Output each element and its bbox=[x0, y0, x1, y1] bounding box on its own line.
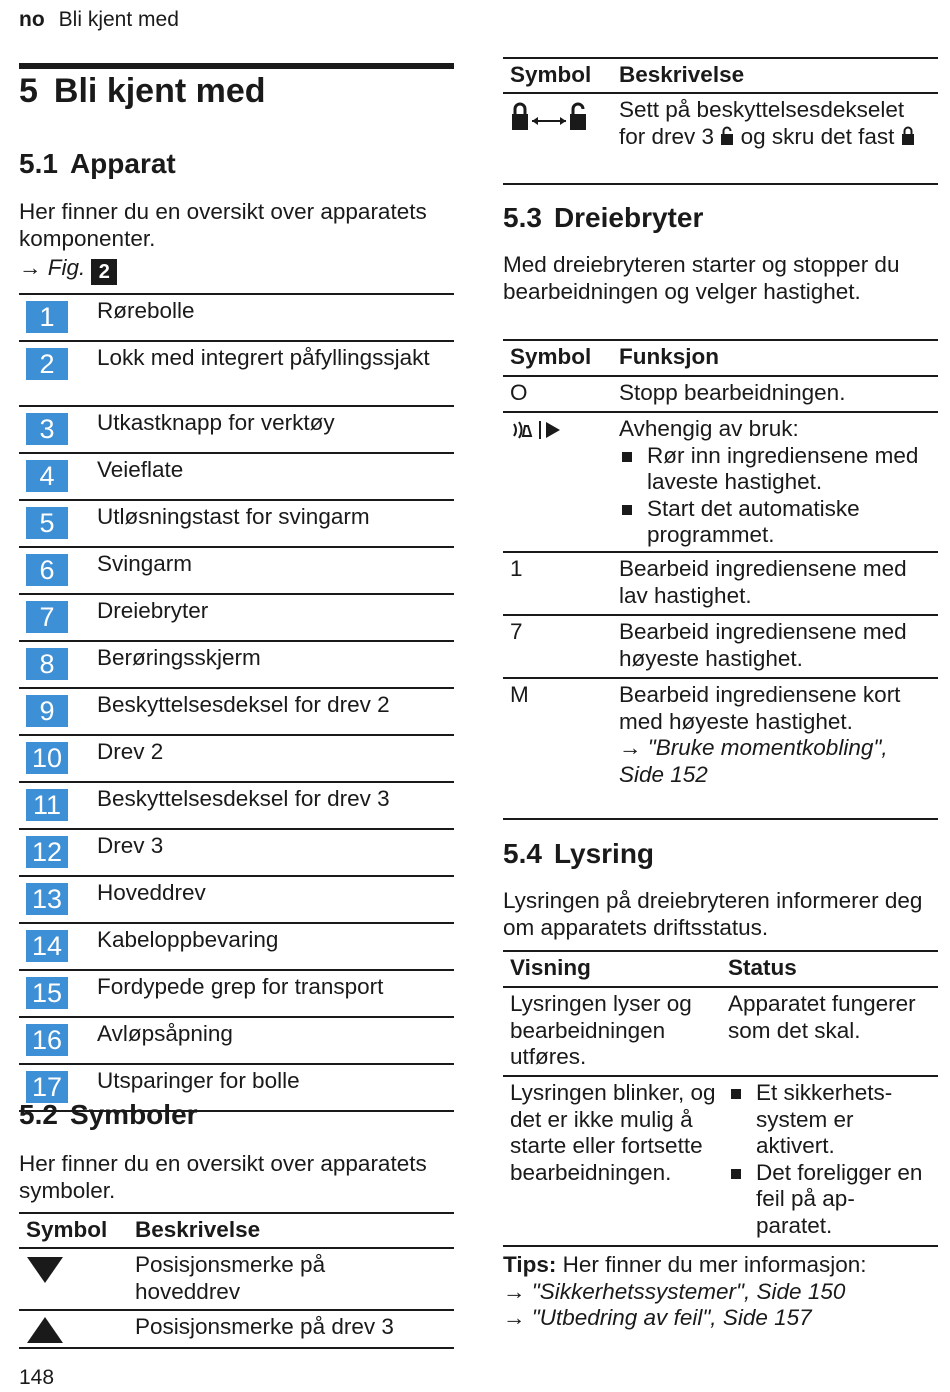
chapter-title: 5 Bli kjent med bbox=[19, 72, 266, 110]
component-label: Kabeloppbevaring bbox=[97, 927, 279, 952]
table-header bbox=[503, 950, 938, 988]
column-header-description: Beskrivelse bbox=[135, 1217, 261, 1242]
speed-symbol: 1 bbox=[510, 556, 523, 581]
component-label: Beskyttelsesdeksel for drev 2 bbox=[97, 692, 390, 717]
lock-icon bbox=[901, 126, 915, 146]
component-number-badge: 14 bbox=[26, 930, 68, 962]
table-header bbox=[19, 1212, 454, 1249]
component-row bbox=[19, 1016, 454, 1063]
component-row bbox=[19, 452, 454, 499]
symbol-description: Sett på beskyttelsesdekselet for drev 3 og skru det fast bbox=[619, 97, 934, 150]
table-header bbox=[503, 57, 938, 94]
component-row bbox=[19, 340, 454, 405]
component-list bbox=[19, 293, 454, 1112]
table-row bbox=[503, 1077, 938, 1247]
section-5-2-title: 5.2 Symboler bbox=[19, 1099, 198, 1130]
momentum-symbol: M bbox=[510, 682, 529, 707]
table-row bbox=[19, 1311, 454, 1349]
figure-number-badge: 2 bbox=[91, 259, 117, 285]
table-row bbox=[503, 988, 938, 1077]
cross-reference-link[interactable]: → "Bruke momentkobling", Side 152 bbox=[619, 735, 888, 787]
column-header-symbol: Symbol bbox=[26, 1217, 108, 1242]
symbol-description: Posisjonsmerke på hoveddrev bbox=[135, 1252, 326, 1304]
table-row bbox=[503, 413, 938, 553]
list-item: Det foreligger en feil på apparatet. bbox=[728, 1160, 923, 1240]
component-row bbox=[19, 499, 454, 546]
status-bullet-list bbox=[728, 1080, 923, 1239]
section-5-1-intro: Her finner du en oversikt over apparatets komponenter. bbox=[19, 199, 427, 251]
component-label: Dreiebryter bbox=[97, 598, 209, 623]
table-row bbox=[19, 1249, 454, 1311]
table-row bbox=[503, 377, 938, 413]
list-item: Et sikkerhetssystem er aktivert. bbox=[728, 1080, 923, 1160]
component-number-badge: 17 bbox=[26, 1071, 68, 1103]
component-row bbox=[19, 781, 454, 828]
component-number-badge: 6 bbox=[26, 554, 68, 586]
unlock-icon bbox=[720, 126, 734, 146]
visning-text: Lysringen lyser og bearbeidningen utføres. bbox=[510, 991, 692, 1069]
component-number-badge: 1 bbox=[26, 301, 68, 333]
section-5-4-intro: Lysringen på dreiebryteren informerer deg om apparatets driftsstatus. bbox=[503, 888, 923, 940]
language-code: no bbox=[19, 8, 45, 31]
table-header bbox=[503, 339, 938, 377]
speed-symbol: 7 bbox=[510, 619, 523, 644]
component-number-badge: 4 bbox=[26, 460, 68, 492]
component-label: Berøringsskjerm bbox=[97, 645, 261, 670]
column-header-description: Beskrivelse bbox=[619, 62, 745, 87]
triangle-up-icon bbox=[27, 1317, 63, 1350]
tips-text: Her finner du mer informasjon: bbox=[562, 1252, 867, 1277]
component-number-badge: 3 bbox=[26, 413, 68, 445]
section-5-4-title: 5.4 Lysring bbox=[503, 838, 655, 869]
table-row bbox=[503, 94, 938, 185]
component-number-badge: 15 bbox=[26, 977, 68, 1009]
component-number-badge: 5 bbox=[26, 507, 68, 539]
tips-block bbox=[503, 1252, 943, 1332]
stir-play-icon bbox=[510, 418, 562, 449]
component-label: Utløsningstast for svingarm bbox=[97, 504, 370, 529]
component-number-badge: 11 bbox=[26, 789, 68, 821]
function-text: Stopp bearbeidningen. bbox=[619, 380, 846, 405]
column-header-symbol: Symbol bbox=[510, 62, 592, 87]
component-row bbox=[19, 828, 454, 875]
symbol-table-continued bbox=[503, 57, 938, 185]
component-label: Drev 2 bbox=[97, 739, 164, 764]
component-row bbox=[19, 640, 454, 687]
component-label: Beskyttelsesdeksel for drev 3 bbox=[97, 786, 390, 811]
list-item: Start det automatiske programmet. bbox=[619, 496, 934, 549]
function-text: Bearbeid ingrediensene med høyeste hastighet. bbox=[619, 619, 907, 671]
component-label: Rørebolle bbox=[97, 298, 195, 323]
component-label: Fordypede grep for transport bbox=[97, 974, 384, 999]
component-label: Utkastknapp for verktøy bbox=[97, 410, 335, 435]
list-item: Rør inn ingrediensene med laveste hastighet. bbox=[619, 443, 934, 496]
component-row bbox=[19, 546, 454, 593]
component-number-badge: 7 bbox=[26, 601, 68, 633]
section-5-3-intro: Med dreiebryteren starter og stopper du bearbeidningen og velger hastighet. bbox=[503, 252, 900, 304]
light-ring-table bbox=[503, 950, 938, 1247]
function-text: Bearbeid ingrediensene med lav hastighet. bbox=[619, 556, 907, 608]
section-5-3-title: 5.3 Dreiebryter bbox=[503, 202, 704, 233]
component-number-badge: 16 bbox=[26, 1024, 68, 1056]
component-label: Avløpsåpning bbox=[97, 1021, 233, 1046]
component-row bbox=[19, 405, 454, 452]
component-label: Svingarm bbox=[97, 551, 193, 576]
running-header bbox=[19, 8, 179, 32]
running-title: Bli kjent med bbox=[58, 8, 179, 31]
table-row bbox=[503, 553, 938, 616]
table-row bbox=[503, 679, 938, 820]
component-number-badge: 9 bbox=[26, 695, 68, 727]
component-label: Utsparinger for bolle bbox=[97, 1068, 300, 1093]
component-number-badge: 2 bbox=[26, 348, 68, 380]
component-row bbox=[19, 293, 454, 340]
component-label: Veieflate bbox=[97, 457, 184, 482]
bullet-list bbox=[619, 443, 934, 549]
cross-reference-link[interactable]: → "Sikkerhetssystemer", Side 150 bbox=[503, 1278, 846, 1304]
section-5-1-title: 5.1 Apparat bbox=[19, 148, 176, 179]
component-number-badge: 12 bbox=[26, 836, 68, 868]
table-row bbox=[503, 616, 938, 679]
component-label: Hoveddrev bbox=[97, 880, 206, 905]
component-row bbox=[19, 687, 454, 734]
component-row bbox=[19, 969, 454, 1016]
component-number-badge: 8 bbox=[26, 648, 68, 680]
symbol-description: Posisjonsmerke på drev 3 bbox=[135, 1314, 394, 1339]
column-header-visning: Visning bbox=[510, 955, 591, 980]
component-row bbox=[19, 593, 454, 640]
component-row bbox=[19, 734, 454, 781]
triangle-down-icon bbox=[27, 1257, 63, 1290]
component-row bbox=[19, 922, 454, 969]
stop-symbol: O bbox=[510, 380, 528, 405]
chapter-rule bbox=[19, 63, 454, 69]
column-header-status: Status bbox=[728, 955, 797, 980]
component-label: Lokk med integrert påfyllingssjakt bbox=[97, 345, 430, 370]
figure-reference[interactable]: → Fig. 2 bbox=[19, 255, 117, 285]
function-text: Avhengig av bruk: Rør inn ingrediensene med laveste hastighet. Start det automatiske programmet. bbox=[619, 416, 934, 549]
component-number-badge: 10 bbox=[26, 742, 68, 774]
component-row bbox=[19, 875, 454, 922]
cross-reference-link[interactable]: → "Utbedring av feil", Side 157 bbox=[503, 1305, 812, 1330]
component-number-badge: 13 bbox=[26, 883, 68, 915]
tips-label: Tips: bbox=[503, 1252, 557, 1277]
status-text: Apparatet fungerer som det skal. bbox=[728, 991, 916, 1043]
symbol-table bbox=[19, 1212, 454, 1349]
column-header-symbol: Symbol bbox=[510, 344, 592, 369]
visning-text: Lysringen blinker, og det er ikke mulig å starte eller fortsette bearbeidningen. bbox=[510, 1080, 716, 1185]
function-table bbox=[503, 339, 938, 820]
function-text: Bearbeid ingrediensene kort med høyeste hastighet. → "Bruke momentkobling", Side 152 bbox=[619, 682, 934, 788]
column-header-function: Funksjon bbox=[619, 344, 719, 369]
page-number: 148 bbox=[19, 1366, 55, 1389]
section-5-2-intro: Her finner du en oversikt over apparatets symboler. bbox=[19, 1151, 427, 1203]
component-label: Drev 3 bbox=[97, 833, 164, 858]
lock-unlock-icon bbox=[510, 102, 588, 139]
